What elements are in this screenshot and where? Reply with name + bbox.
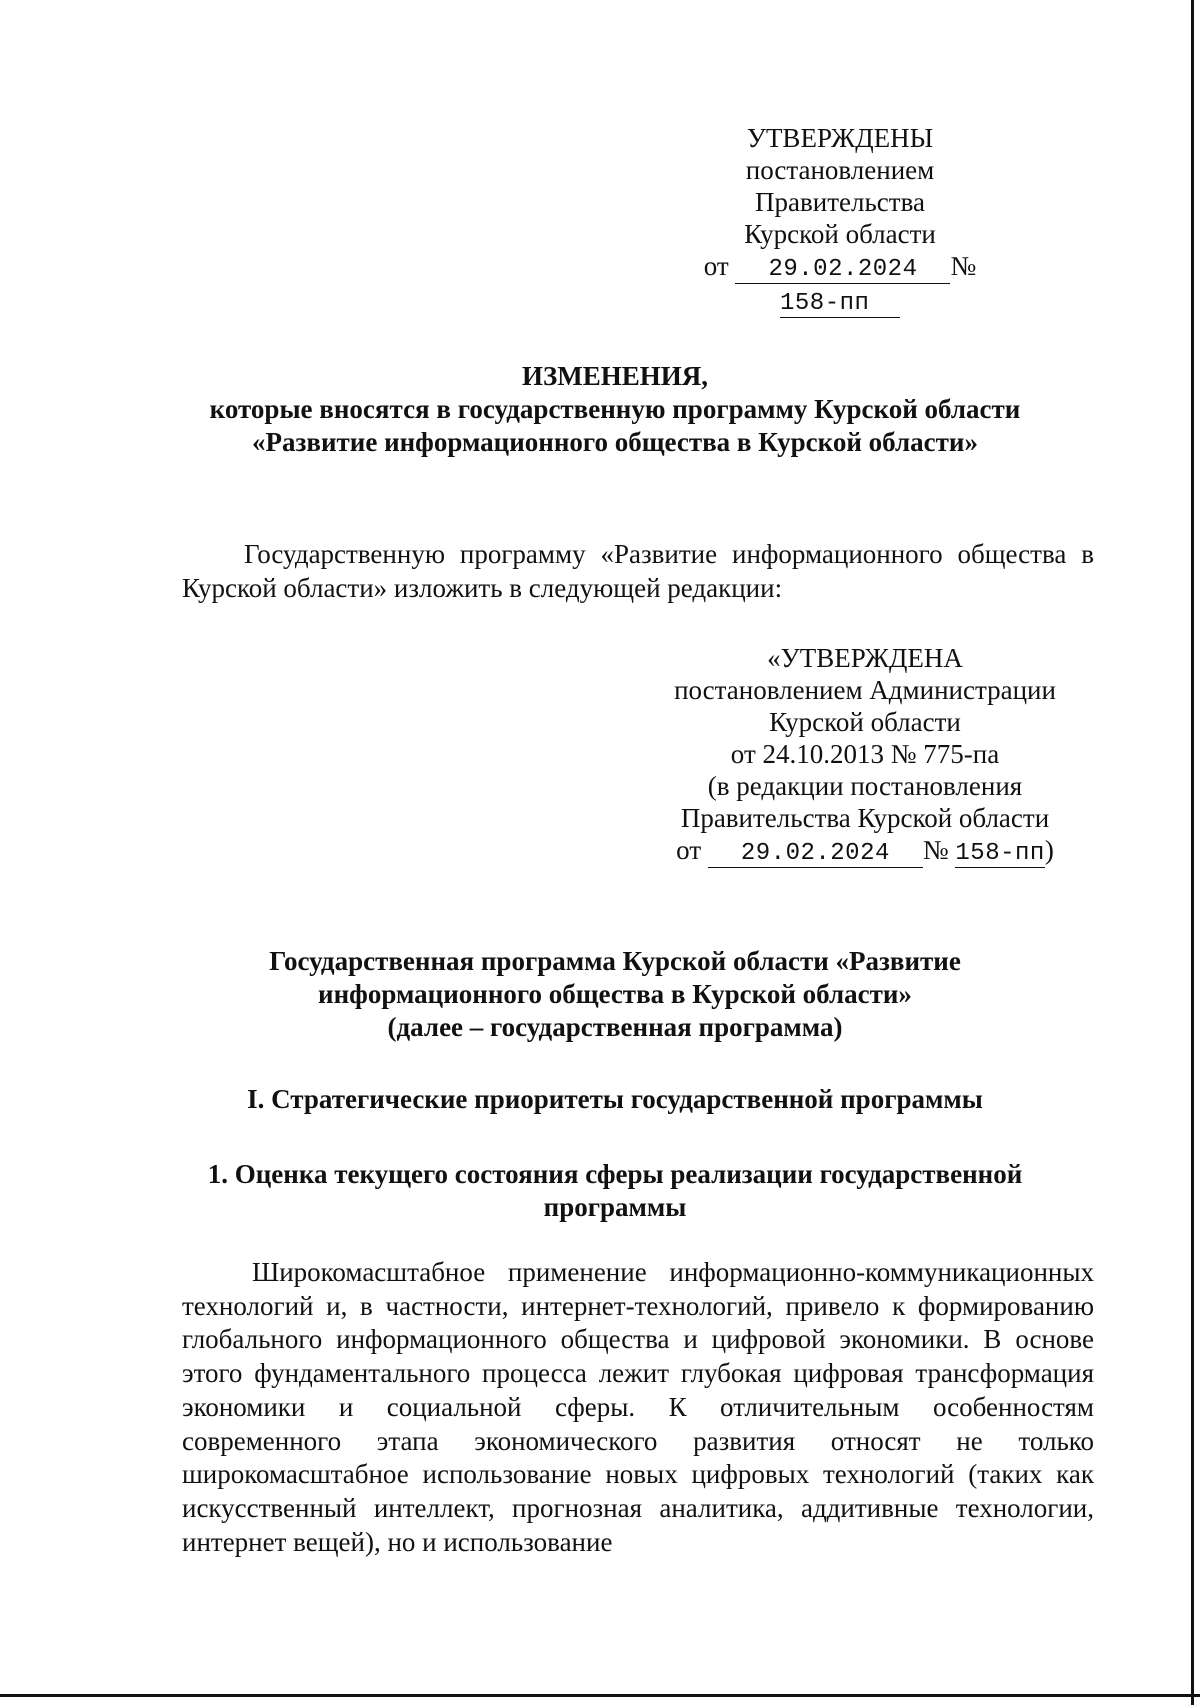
approval-line: от 24.10.2013 № 775-па (730, 739, 1000, 769)
intro-paragraph: Государственную программу «Развитие информационного общества в Курской области» изложить в следующей редакции: (182, 539, 1094, 603)
approval-stamp-top (670, 122, 1010, 318)
approval-date-line (670, 250, 1010, 318)
number-value: 158-пп (780, 291, 900, 318)
date-value: 29.02.2024 (708, 841, 923, 868)
approval-heading: «УТВЕРЖДЕНА (767, 643, 963, 673)
changes-title-line: которые вносятся в государственную программу Курской области (209, 394, 1021, 424)
section-heading: I. Стратегические приоритеты государственной программы (247, 1084, 983, 1114)
date-prefix: от (676, 835, 702, 865)
program-title-line: информационного общества в Курской области» (318, 979, 912, 1009)
approval-heading: УТВЕРЖДЕНЫ (746, 123, 934, 153)
subsection-heading-line: программы (543, 1192, 687, 1222)
program-title (150, 945, 1080, 1044)
approval-line: постановлением Правительства (745, 155, 935, 217)
approval-date-line (665, 834, 1065, 868)
approval-stamp-inner (665, 642, 1065, 868)
approval-line: Курской области (744, 219, 936, 249)
number-prefix: № (950, 251, 977, 281)
changes-title-line: ИЗМЕНЕНИЯ, (521, 361, 708, 391)
date-value: 29.02.2024 (735, 257, 950, 284)
program-title-line: Государственная программа Курской области «Развитие (269, 946, 961, 976)
number-prefix: № (922, 835, 949, 865)
number-value: 158-пп (955, 840, 1045, 867)
scan-edge-right (1191, 0, 1194, 1705)
closing-paren: ) (1044, 835, 1054, 865)
approval-line: Курской области (769, 707, 961, 737)
date-prefix: от (703, 251, 729, 281)
changes-title (150, 360, 1080, 459)
subsection-heading-line: 1. Оценка текущего состояния сферы реализации государственной (207, 1159, 1023, 1189)
scan-edge-bottom (0, 1694, 1200, 1697)
changes-title-line: «Развитие информационного общества в Курской области» (252, 427, 978, 457)
approval-line: Правительства Курской области (680, 803, 1050, 833)
approval-line: (в редакции постановления (707, 771, 1023, 801)
subsection-heading (150, 1158, 1080, 1224)
program-title-line: (далее – государственная программа) (387, 1012, 843, 1042)
body-paragraph: Широкомасштабное применение информационно-коммуникационных технологий и, в частности, интернет-технологий, привело к формированию глобального информационного общества и цифровой экономики. В основе этого фундаментального процесса лежит глубокая цифровая трансформация экономики и социальной сферы. К отличительным особенностям современного этапа экономического развития относят не только широкомасштабное использование новых цифровых технологий (таких как искусственный интеллект, прогнозная аналитика, аддитивные технологии, интернет вещей), но и использование (182, 1257, 1094, 1557)
approval-line: постановлением Администрации (674, 675, 1056, 705)
